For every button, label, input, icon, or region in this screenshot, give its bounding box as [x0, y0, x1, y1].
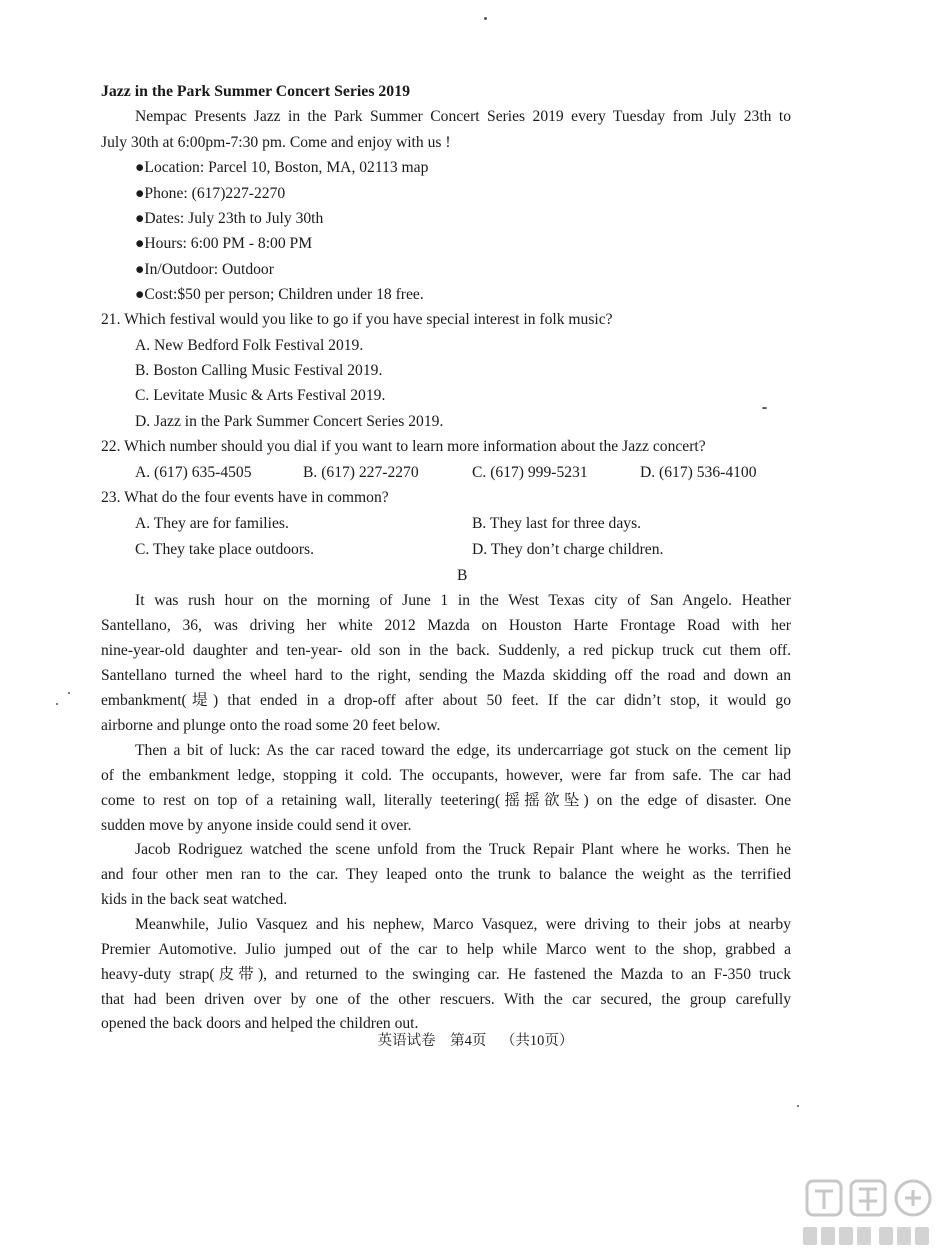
passage-b-line: embankment(堤) that ended in a drop-off after about 50 feet. If the car didn’t stop, it would go	[101, 692, 791, 709]
event-detail-hours: ●Hours: 6:00 PM - 8:00 PM	[135, 235, 313, 252]
question-22-option-b: B. (617) 227-2270	[303, 464, 419, 481]
question-23-option-b: B. They last for three days.	[472, 515, 642, 532]
passage-b-line: kids in the back seat watched.	[101, 891, 288, 908]
question-23-option-a: A. They are for families.	[135, 515, 289, 532]
question-21-stem: 21. Which festival would you like to go if you have special interest in folk music?	[101, 311, 613, 328]
event-detail-dates: ●Dates: July 23th to July 30th	[135, 210, 324, 227]
event-intro-line: Nempac Presents Jazz in the Park Summer Concert Series 2019 every Tuesday from July 23th to	[135, 108, 791, 125]
passage-b-line: It was rush hour on the morning of June 1 in the West Texas city of San Angelo. Heather	[135, 592, 791, 609]
page-footer: 英语试卷 第4页 （共10页）	[377, 1033, 574, 1049]
passage-b-line: and four other men ran to the car. They leaped onto the trunk to balance the weight as the terrified	[101, 866, 791, 883]
passage-b-line: Meanwhile, Julio Vasquez and his nephew, Marco Vasquez, were driving to their jobs at nearby	[135, 916, 791, 933]
section-b-heading: B	[457, 567, 468, 584]
passage-b-line: Jacob Rodriguez watched the scene unfold from the Truck Repair Plant where he works. Then he	[135, 841, 791, 858]
watermark-logo-icon	[795, 1175, 945, 1253]
passage-b-line: heavy-duty strap(皮带), and returned to the swinging car. He fastened the Mazda to an F-350 truck	[101, 966, 791, 983]
question-21-option-b: B. Boston Calling Music Festival 2019.	[135, 362, 383, 379]
question-22-option-c: C. (617) 999-5231	[472, 464, 588, 481]
event-detail-cost: ●Cost:$50 per person; Children under 18 free.	[135, 286, 424, 303]
passage-b-line: of the embankment ledge, stopping it cold. The occupants, however, were far from safe. The car had	[101, 767, 791, 784]
question-21-option-d: D. Jazz in the Park Summer Concert Series 2019.	[135, 413, 444, 430]
passage-b-line: nine-year-old daughter and ten-year- old son in the back. Suddenly, a red pickup truck cut them off.	[101, 642, 791, 659]
question-23-option-d: D. They don’t charge children.	[472, 541, 664, 558]
scan-speck	[56, 703, 58, 705]
scan-speck	[484, 17, 487, 20]
passage-b-line: Then a bit of luck: As the car raced toward the edge, its undercarriage got stuck on the cement lip	[135, 742, 791, 759]
question-23-stem: 23. What do the four events have in common?	[101, 489, 389, 506]
passage-b-line: Premier Automotive. Julio jumped out of the car to help while Marco went to the shop, grabbed a	[101, 941, 791, 958]
scan-speck	[797, 1105, 799, 1107]
passage-b-line: Santellano, 36, was driving her white 2012 Mazda on Houston Harte Frontage Road with her	[101, 617, 791, 634]
passage-b-line: Santellano turned the wheel hard to the right, sending the Mazda skidding off the road and down an	[101, 667, 791, 684]
event-detail-phone: ●Phone: (617)227-2270	[135, 185, 286, 202]
passage-b-line: opened the back doors and helped the children out.	[101, 1015, 419, 1032]
question-22-option-d: D. (617) 536-4100	[640, 464, 757, 481]
scan-speck	[762, 407, 767, 409]
question-21-option-a: A. New Bedford Folk Festival 2019.	[135, 337, 364, 354]
event-title: Jazz in the Park Summer Concert Series 2019	[101, 83, 411, 100]
question-21-option-c: C. Levitate Music & Arts Festival 2019.	[135, 387, 386, 404]
passage-b-line: airborne and plunge onto the road some 20 feet below.	[101, 717, 441, 734]
passage-b-line: that had been driven over by one of the other rescuers. With the car secured, the group carefully	[101, 991, 791, 1008]
question-22-stem: 22. Which number should you dial if you want to learn more information about the Jazz concert?	[101, 438, 706, 455]
scan-speck	[68, 692, 70, 694]
event-detail-location: ●Location: Parcel 10, Boston, MA, 02113 map	[135, 159, 429, 176]
question-22-option-a: A. (617) 635-4505	[135, 464, 252, 481]
passage-b-line: sudden move by anyone inside could send it over.	[101, 817, 412, 834]
event-intro-line: July 30th at 6:00pm-7:30 pm. Come and enjoy with us !	[101, 134, 451, 151]
question-23-option-c: C. They take place outdoors.	[135, 541, 314, 558]
passage-b-line: come to rest on top of a retaining wall, literally teetering(摇摇欲坠) on the edge of disaster. One	[101, 792, 791, 809]
event-detail-venue: ●In/Outdoor: Outdoor	[135, 261, 274, 278]
